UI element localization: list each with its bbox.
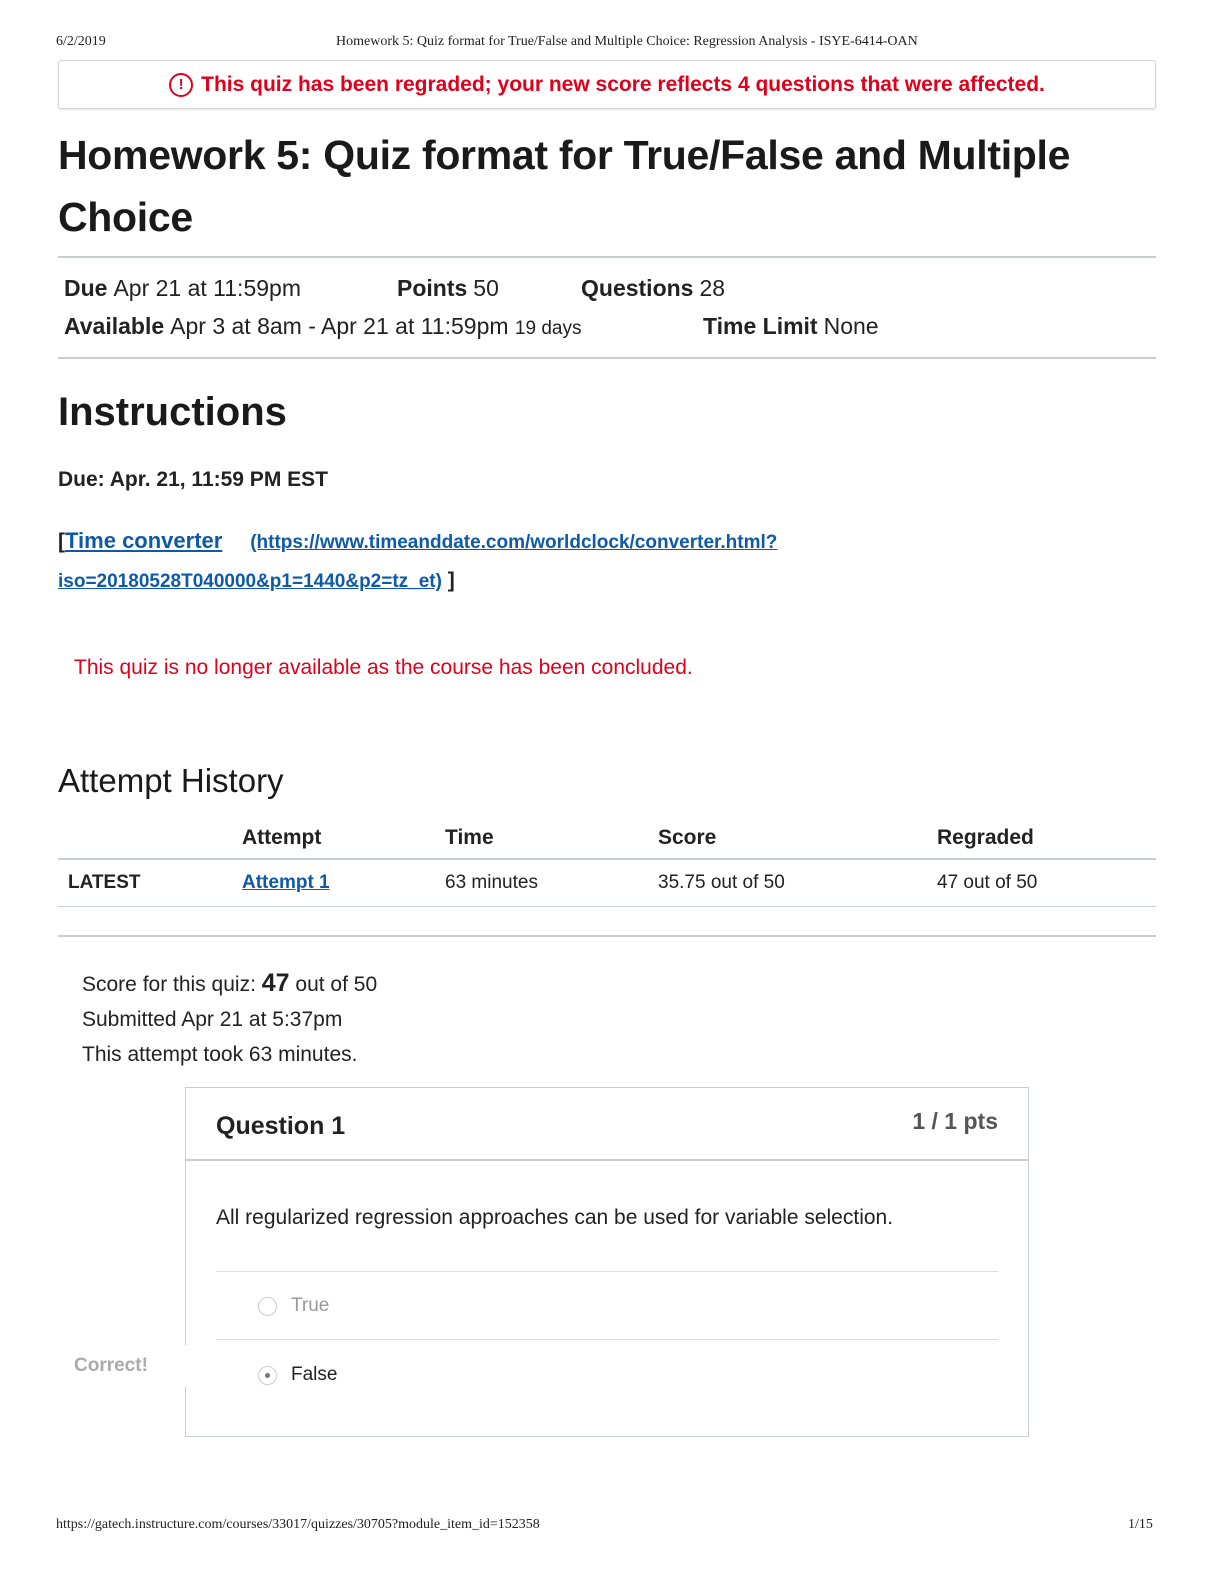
answer-option-true[interactable] xyxy=(258,1295,329,1317)
attempt-history-heading: Attempt History xyxy=(58,762,284,799)
question-header xyxy=(186,1088,1028,1161)
points-value: 50 xyxy=(473,275,499,301)
page-title: Homework 5: Quiz format for True/False and Multiple Choice xyxy=(58,132,1071,240)
divider xyxy=(58,256,1156,258)
latest-tag: LATEST xyxy=(58,859,242,907)
bracket-close: ] xyxy=(447,569,455,592)
available-info xyxy=(64,313,581,340)
answer-label: True xyxy=(291,1295,330,1316)
question-card xyxy=(185,1087,1029,1437)
column-header-time: Time xyxy=(445,818,658,859)
points-info xyxy=(397,275,499,302)
time-limit-info xyxy=(703,313,879,340)
time-converter-url-link-cont[interactable]: iso=20180528T040000&p1=1440&p2=tz_et) xyxy=(58,571,442,592)
attempt-history-table xyxy=(58,818,1156,907)
time-converter-link[interactable]: Time converter xyxy=(65,528,223,553)
due-value: Apr 21 at 11:59pm xyxy=(113,275,301,301)
question-points: 1 / 1 pts xyxy=(912,1108,998,1134)
question-text: All regularized regression approaches can be used for variable selection. xyxy=(216,1206,894,1229)
available-days: 19 days xyxy=(514,318,582,339)
questions-label: Questions xyxy=(581,275,694,301)
duration-line: This attempt took 63 minutes. xyxy=(82,1043,358,1066)
attempt-time: 63 minutes xyxy=(445,859,658,907)
points-label: Points xyxy=(397,275,468,301)
correct-feedback-label: Correct! xyxy=(74,1355,148,1376)
time-limit-label: Time Limit xyxy=(703,313,818,339)
divider xyxy=(58,935,1156,937)
column-header-attempt: Attempt xyxy=(242,818,445,859)
score-suffix: out of 50 xyxy=(289,973,378,996)
attempt-score: 35.75 out of 50 xyxy=(658,859,937,907)
time-converter-line xyxy=(58,522,958,601)
bracket-open: [ xyxy=(58,530,65,553)
submitted-line: Submitted Apr 21 at 5:37pm xyxy=(82,1008,343,1031)
answer-divider xyxy=(216,1339,998,1340)
regrade-notice xyxy=(58,60,1156,109)
attempt-regraded: 47 out of 50 xyxy=(937,859,1156,907)
column-header-regraded: Regraded xyxy=(937,818,1156,859)
available-value: Apr 3 at 8am - Apr 21 at 11:59pm xyxy=(170,313,509,339)
due-info xyxy=(64,275,301,302)
answer-divider xyxy=(216,1271,998,1272)
table-row xyxy=(58,859,1156,907)
answer-label: False xyxy=(291,1364,338,1385)
print-date: 6/2/2019 xyxy=(56,34,106,49)
footer-page-number: 1/15 xyxy=(1128,1517,1153,1532)
regrade-notice-text: This quiz has been regraded; your new score reflects 4 questions that were affected. xyxy=(201,72,1045,96)
questions-info xyxy=(581,275,725,302)
answer-option-false[interactable] xyxy=(258,1364,337,1386)
time-limit-value: None xyxy=(823,313,879,339)
warning-icon: ! xyxy=(169,73,193,97)
radio-unselected-icon[interactable] xyxy=(258,1297,277,1316)
radio-selected-icon[interactable] xyxy=(258,1366,277,1385)
correct-arrow-gap xyxy=(182,1345,188,1387)
question-title: Question 1 xyxy=(216,1112,346,1140)
attempt-link[interactable]: Attempt 1 xyxy=(242,872,330,893)
questions-value: 28 xyxy=(699,275,726,301)
concluded-message: This quiz is no longer available as the course has been concluded. xyxy=(74,656,693,679)
score-value: 47 xyxy=(261,969,290,997)
column-header xyxy=(58,818,242,859)
print-page-title: Homework 5: Quiz format for True/False and Multiple Choice: Regression Analysis - ISYE-6414-OAN xyxy=(336,34,918,49)
column-header-score: Score xyxy=(658,818,937,859)
quiz-result-summary xyxy=(82,966,377,1072)
score-line xyxy=(82,966,377,1002)
instructions-heading: Instructions xyxy=(58,390,287,434)
available-label: Available xyxy=(64,313,165,339)
footer-url: https://gatech.instructure.com/courses/33017/quizzes/30705?module_item_id=152358 xyxy=(56,1517,540,1532)
instructions-due: Due: Apr. 21, 11:59 PM EST xyxy=(58,468,328,491)
divider xyxy=(58,357,1156,359)
table-header-row xyxy=(58,818,1156,859)
time-converter-url-link[interactable]: (https://www.timeanddate.com/worldclock/converter.html? xyxy=(250,532,778,553)
score-prefix: Score for this quiz: xyxy=(82,973,262,996)
due-label: Due xyxy=(64,275,108,301)
